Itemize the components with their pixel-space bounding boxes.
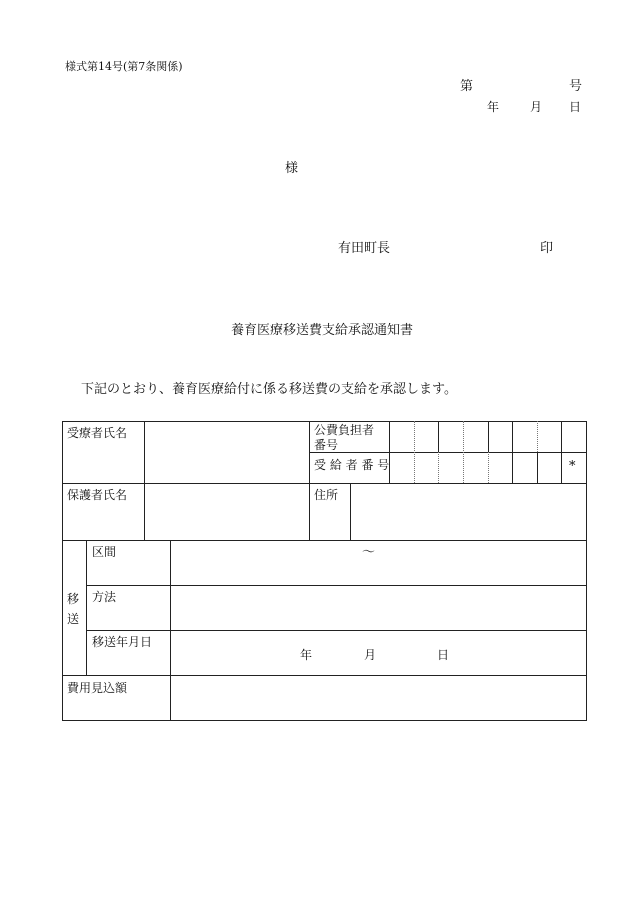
doc-number-prefix: 第: [460, 79, 474, 94]
recipient-number-label: 受 給 者 番 号: [314, 458, 390, 472]
transport-date-day: 日: [437, 648, 450, 662]
date-month: 月: [530, 100, 543, 114]
guardian-name-label: 保護者氏名: [67, 488, 128, 502]
recipient-check-mark: *: [569, 459, 576, 474]
estimated-cost-label: 費用見込額: [67, 681, 128, 695]
section-separator: ～: [362, 545, 376, 560]
transport-date-label: 移送年月日: [92, 635, 153, 649]
issuer-name: 有田町長: [338, 241, 391, 256]
issuer-seal: 印: [540, 241, 554, 256]
body-text: 下記のとおり、養育医療給付に係る移送費の支給を承認します。: [81, 382, 457, 397]
public-payer-label-line1: 公費負担者: [314, 423, 375, 437]
public-payer-label-line2: 番号: [314, 438, 339, 452]
method-label: 方法: [92, 590, 117, 604]
recipient-suffix: 様: [285, 161, 299, 176]
patient-name-label: 受療者氏名: [67, 426, 128, 440]
doc-number-suffix: 号: [569, 79, 583, 94]
transport-label-line1: 移: [67, 592, 80, 606]
form-number: 様式第14号(第7条関係): [65, 60, 183, 73]
section-label: 区間: [92, 545, 117, 559]
transport-date-month: 月: [364, 648, 377, 662]
address-label: 住所: [314, 488, 339, 502]
date-year: 年: [487, 100, 500, 114]
document-title: 養育医療移送費支給承認通知書: [231, 323, 414, 338]
transport-date-year: 年: [300, 648, 313, 662]
transport-label-line2: 送: [67, 612, 80, 626]
date-day: 日: [569, 100, 582, 114]
